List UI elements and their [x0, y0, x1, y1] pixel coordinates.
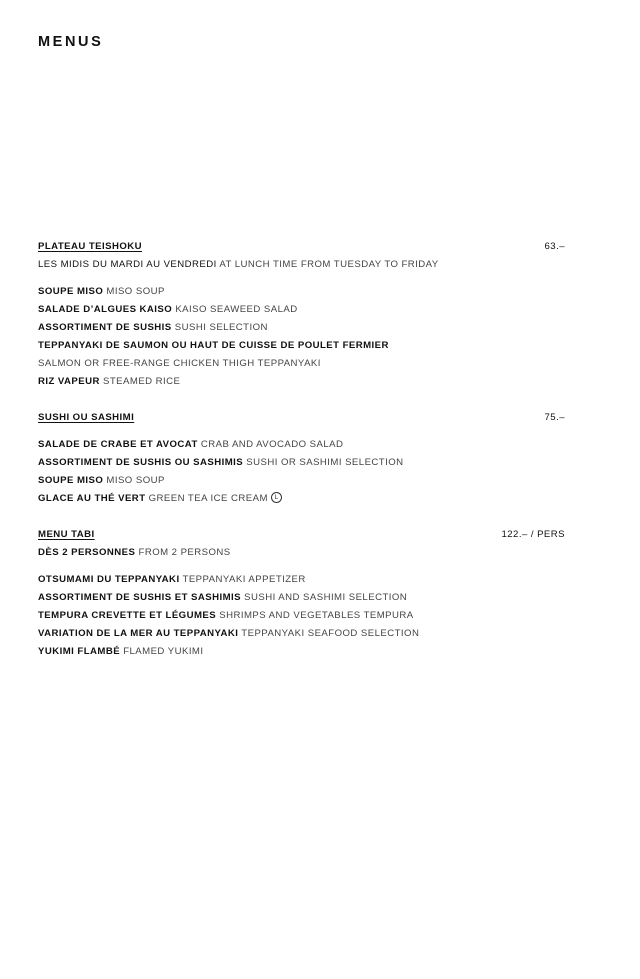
section-header — [38, 238, 565, 256]
section-heading: MENU TABI — [38, 529, 95, 540]
item-fr: TEMPURA CREVETTE ET LÉGUMES — [38, 610, 217, 621]
menu-section-menu-tabi — [38, 526, 565, 661]
section-price: 75.– — [544, 412, 565, 423]
item-fr: ASSORTIMENT DE SUSHIS OU SASHIMIS — [38, 457, 244, 468]
item-fr: GLACE AU THÉ VERT — [38, 493, 146, 504]
section-header — [38, 526, 565, 544]
item-fr: ASSORTIMENT DE SUSHIS — [38, 322, 172, 333]
item-fr: YUKIMI FLAMBÉ — [38, 646, 121, 657]
item-fr: OTSUMAMI DU TEPPANYAKI — [38, 574, 180, 585]
menu-item — [38, 319, 565, 337]
item-fr: RIZ VAPEUR — [38, 376, 100, 387]
section-heading: PLATEAU TEISHOKU — [38, 241, 143, 252]
item-en: FLAMED YUKIMI — [123, 646, 204, 657]
item-en: SALMON OR FREE-RANGE CHICKEN THIGH TEPPANYAKI — [38, 358, 321, 369]
item-en: TEPPANYAKI SEAFOOD SELECTION — [241, 628, 420, 639]
item-fr: VARIATION DE LA MER AU TEPPANYAKI — [38, 628, 239, 639]
menu-item — [38, 643, 565, 661]
menu-item — [38, 490, 565, 508]
menu-section-plateau-teishoku — [38, 238, 565, 391]
menu-item — [38, 337, 565, 355]
subtitle-fr: LES MIDIS DU MARDI AU VENDREDI — [38, 259, 217, 270]
menu-item — [38, 589, 565, 607]
item-fr: SALADE DE CRABE ET AVOCAT — [38, 439, 198, 450]
section-header — [38, 409, 565, 427]
menu-section-sushi-ou-sashimi — [38, 409, 565, 508]
menu-item — [38, 625, 565, 643]
menu-item — [38, 436, 565, 454]
item-fr: ASSORTIMENT DE SUSHIS ET SASHIMIS — [38, 592, 242, 603]
section-subtitle — [38, 256, 565, 274]
item-fr: SOUPE MISO — [38, 475, 104, 486]
menu-item — [38, 301, 565, 319]
page-title: MENUS — [38, 34, 104, 50]
section-heading: SUSHI OU SASHIMI — [38, 412, 135, 423]
menu-item — [38, 283, 565, 301]
item-fr: SOUPE MISO — [38, 286, 104, 297]
item-fr: SALADE D’ALGUES KAISO — [38, 304, 173, 315]
item-en: TEPPANYAKI APPETIZER — [182, 574, 306, 585]
item-en: SUSHI SELECTION — [174, 322, 268, 333]
item-en: GREEN TEA ICE CREAM — [148, 493, 268, 504]
subtitle-en: AT LUNCH TIME FROM TUESDAY TO FRIDAY — [219, 259, 439, 270]
menu-item — [38, 472, 565, 490]
item-en: SUSHI AND SASHIMI SELECTION — [244, 592, 408, 603]
item-en: CRAB AND AVOCADO SALAD — [200, 439, 344, 450]
subtitle-fr: DÈS 2 PERSONNES — [38, 547, 136, 558]
menu-item — [38, 571, 565, 589]
lactose-badge-icon: L — [271, 492, 282, 503]
menu-item-continuation — [38, 355, 565, 373]
item-fr: TEPPANYAKI DE SAUMON OU HAUT DE CUISSE DE POULET FERMIER — [38, 340, 389, 351]
item-en: SHRIMPS AND VEGETABLES TEMPURA — [219, 610, 414, 621]
item-en: KAISO SEAWEED SALAD — [175, 304, 298, 315]
menu-item — [38, 373, 565, 391]
section-subtitle — [38, 544, 565, 562]
section-price: 122.– / PERS — [501, 529, 565, 540]
menu-item — [38, 607, 565, 625]
item-en: MISO SOUP — [106, 286, 165, 297]
section-price: 63.– — [544, 241, 565, 252]
item-en: STEAMED RICE — [103, 376, 181, 387]
menu-item — [38, 454, 565, 472]
item-list — [38, 283, 565, 391]
item-en: SUSHI OR SASHIMI SELECTION — [246, 457, 404, 468]
item-list — [38, 436, 565, 508]
item-list — [38, 571, 565, 661]
item-en: MISO SOUP — [106, 475, 165, 486]
subtitle-en: FROM 2 PERSONS — [138, 547, 231, 558]
